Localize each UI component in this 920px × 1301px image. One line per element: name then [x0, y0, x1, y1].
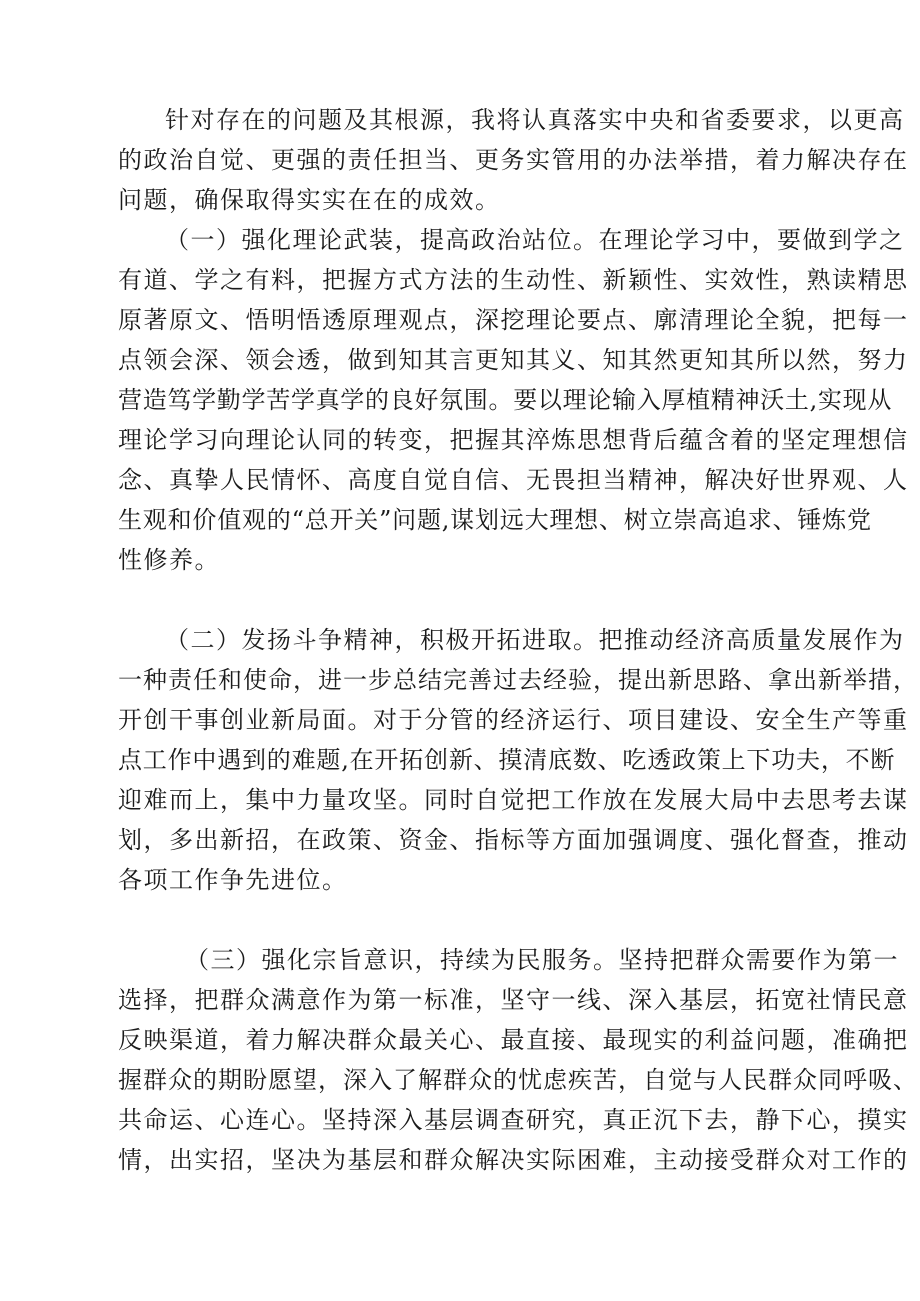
paragraph-1-line-1: 针对存在的问题及其根源，我将认真落实中央和省委要求，以更高	[165, 106, 905, 134]
paragraph-2-line-1: （一）强化理论武装，提高政治站位。在理论学习中，要做到学之	[165, 226, 905, 254]
paragraph-3-line-7: 各项工作争先进位。	[118, 866, 348, 894]
paragraph-2-line-8: 生观和价值观的“总开关”问题,谋划远大理想、树立崇高追求、锤炼党	[118, 506, 872, 534]
paragraph-2-line-3: 原著原文、悟明悟透原理观点，深挖理论要点、廓清理论全貌，把每一	[118, 306, 909, 334]
paragraph-2-line-5: 营造笃学勤学苦学真学的良好氛围。要以理论输入厚植精神沃土,实现从	[118, 386, 893, 414]
paragraph-3-line-1: （二）发扬斗争精神，积极开拓进取。把推动经济高质量发展作为	[165, 626, 905, 654]
paragraph-3-line-6: 划，多出新招，在政策、资金、指标等方面加强调度、强化督查，推动	[118, 826, 909, 854]
paragraph-4-line-6: 情，出实招，坚决为基层和群众解决实际困难，主动接受群众对工作的	[118, 1146, 909, 1174]
paragraph-4-line-1: （三）强化宗旨意识，持续为民服务。坚持把群众需要作为第一	[185, 946, 899, 974]
paragraph-3-line-5: 迎难而上，集中力量攻坚。同时自觉把工作放在发展大局中去思考去谋	[118, 786, 909, 814]
paragraph-2-line-7: 念、真挚人民情怀、高度自觉自信、无畏担当精神，解决好世界观、人	[118, 466, 909, 494]
paragraph-2-line-4: 点领会深、领会透，做到知其言更知其义、知其然更知其所以然，努力	[118, 346, 909, 374]
paragraph-4-line-4: 握群众的期盼愿望，深入了解群众的忧虑疾苦，自觉与人民群众同呼吸、	[118, 1066, 918, 1094]
paragraph-2-line-9: 性修养。	[118, 546, 220, 574]
paragraph-4-line-3: 反映渠道，着力解决群众最关心、最直接、最现实的利益问题，准确把	[118, 1026, 909, 1054]
paragraph-4-line-2: 选择，把群众满意作为第一标准，坚守一线、深入基层，拓宽社情民意	[118, 986, 909, 1014]
paragraph-3-line-2: 一种责任和使命，进一步总结完善过去经验，提出新思路、拿出新举措，	[118, 666, 918, 694]
paragraph-3-line-3: 开创干事创业新局面。对于分管的经济运行、项目建设、安全生产等重	[118, 706, 909, 734]
paragraph-1-line-3: 问题，确保取得实实在在的成效。	[118, 186, 501, 214]
paragraph-2-line-6: 理论学习向理论认同的转变，把握其淬炼思想背后蕴含着的坚定理想信	[118, 426, 909, 454]
paragraph-3-line-4: 点工作中遇到的难题,在开拓创新、摸清底数、吃透政策上下功夫，不断	[118, 746, 896, 774]
paragraph-1-line-2: 的政治自觉、更强的责任担当、更务实管用的办法举措，着力解决存在	[118, 146, 909, 174]
paragraph-4-line-5: 共命运、心连心。坚持深入基层调查研究，真正沉下去，静下心，摸实	[118, 1106, 909, 1134]
paragraph-2-line-2: 有道、学之有料，把握方式方法的生动性、新颖性、实效性，熟读精思	[118, 266, 909, 294]
